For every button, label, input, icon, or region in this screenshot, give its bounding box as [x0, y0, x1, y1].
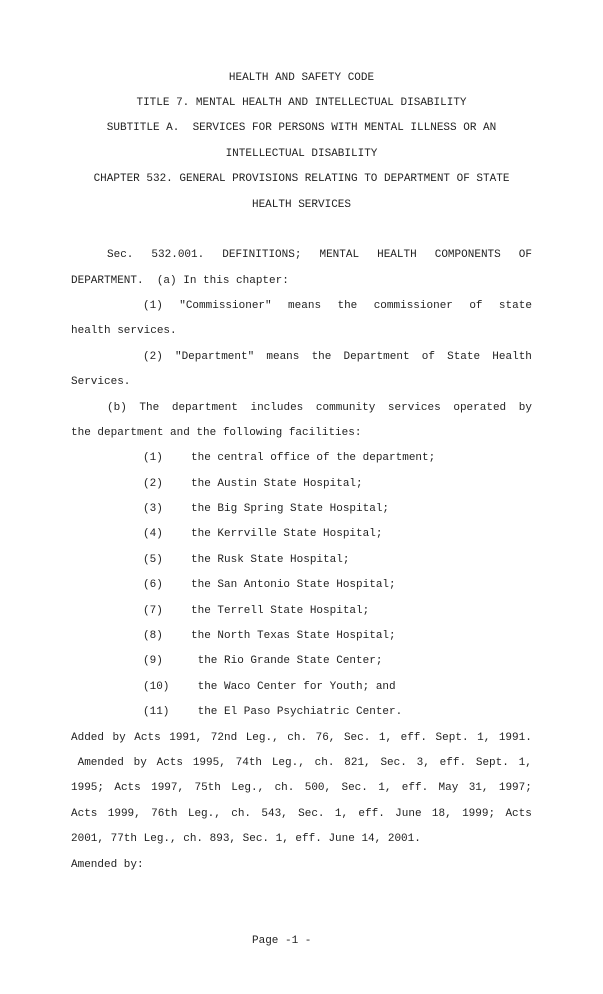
list-item: (6) the San Antonio State Hospital;: [143, 579, 396, 591]
subtitle-heading-line1: SUBTITLE A. SERVICES FOR PERSONS WITH MENTAL ILLNESS OR AN: [106, 122, 497, 134]
definition-department: (2) "Department" means the Department of State Health: [143, 351, 532, 363]
chapter-heading-line2: HEALTH SERVICES: [251, 199, 352, 211]
definition-commissioner: (1) "Commissioner" means the commissioner of state: [143, 300, 532, 312]
history-line: Added by Acts 1991, 72nd Leg., ch. 76, Sec. 1, eff. Sept. 1, 1991.: [71, 732, 532, 744]
section-heading: Sec. 532.001. DEFINITIONS; MENTAL HEALTH COMPONENTS OF: [107, 249, 532, 261]
section-heading-cont: DEPARTMENT. (a) In this chapter:: [71, 275, 289, 287]
list-item: (11) the El Paso Psychiatric Center.: [143, 706, 403, 718]
definition-commissioner-cont: health services.: [71, 325, 177, 337]
list-item: (9) the Rio Grande State Center;: [143, 655, 383, 667]
definition-department-cont: Services.: [71, 376, 131, 388]
list-item: (5) the Rusk State Hospital;: [143, 554, 350, 566]
subsection-b: (b) The department includes community services operated by: [107, 402, 532, 414]
chapter-heading-line1: CHAPTER 532. GENERAL PROVISIONS RELATING TO DEPARTMENT OF STATE: [93, 173, 510, 185]
code-title: HEALTH AND SAFETY CODE: [228, 72, 375, 84]
list-item: (8) the North Texas State Hospital;: [143, 630, 396, 642]
history-line: Amended by Acts 1995, 74th Leg., ch. 821, Sec. 3, eff. Sept. 1,: [71, 757, 532, 769]
list-item: (10) the Waco Center for Youth; and: [143, 681, 396, 693]
history-line: Acts 1999, 76th Leg., ch. 543, Sec. 1, eff. June 18, 1999; Acts: [71, 808, 532, 820]
amended-by: Amended by:: [71, 859, 144, 871]
subtitle-heading-line2: INTELLECTUAL DISABILITY: [225, 148, 378, 160]
list-item: (4) the Kerrville State Hospital;: [143, 528, 383, 540]
title-heading: TITLE 7. MENTAL HEALTH AND INTELLECTUAL DISABILITY: [136, 97, 467, 109]
list-item: (1) the central office of the department;: [143, 452, 436, 464]
list-item: (2) the Austin State Hospital;: [143, 478, 363, 490]
list-item: (7) the Terrell State Hospital;: [143, 605, 370, 617]
page-number: Page -1 -: [252, 935, 312, 947]
history-line: 2001, 77th Leg., ch. 893, Sec. 1, eff. June 14, 2001.: [71, 833, 421, 845]
list-item: (3) the Big Spring State Hospital;: [143, 503, 390, 515]
subsection-b-cont: the department and the following facilities:: [71, 427, 362, 439]
history-line: 1995; Acts 1997, 75th Leg., ch. 500, Sec. 1, eff. May 31, 1997;: [71, 782, 532, 794]
